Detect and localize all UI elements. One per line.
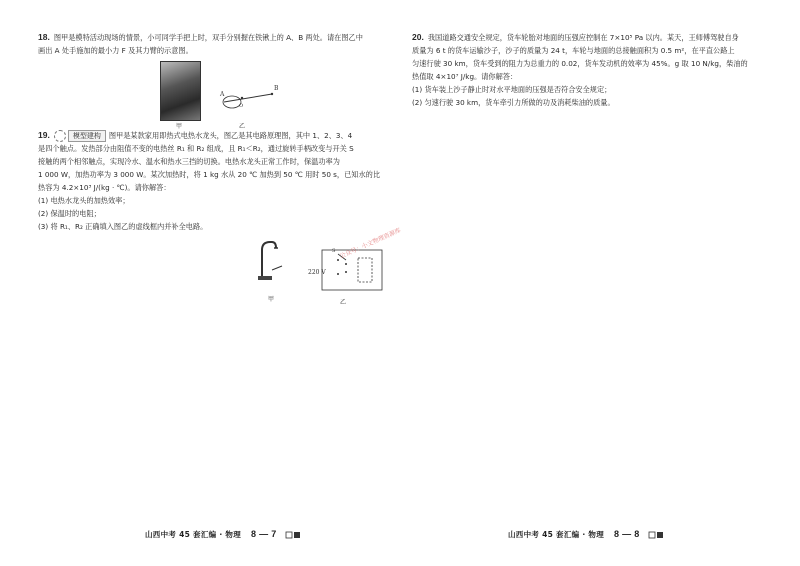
switch-label: S [332, 248, 336, 254]
question-text: 接触的两个相邻触点，实现冷水、温水和热水三挡的切换。电热水龙头正常工作时，保温功率为 [38, 157, 340, 166]
sub-question: (2) 匀速行驶 30 km，货车牵引力所做的功及消耗柴油的质量。 [412, 98, 615, 107]
point-b-label: B [274, 85, 279, 92]
question-18 [38, 31, 388, 57]
question-text: 1 000 W，加热功率为 3 000 W。某次加热时，将 1 kg 水从 20 ℃ 加热到 50 ℃ 用时 50 s，已知水的比 [38, 170, 381, 179]
sub-question: (1) 货车装上沙子静止时对水平地面的压强是否符合安全规定； [412, 85, 612, 94]
question-number: 19. [38, 130, 50, 140]
question-text: 热容为 4.2×10³ J/(kg · ℃)。请你解答： [38, 183, 171, 192]
page-number: 8 — 8 [614, 529, 640, 539]
right-page [400, 0, 800, 566]
question-19 [38, 129, 388, 233]
question-text: 质量为 6 t 的货车运输沙子，沙子的质量为 24 t，车轮与地面的总接触面积为 0.5 m²，在平直公路上 [412, 46, 735, 55]
question-text: 画出 A 处手施加的最小力 F 及其力臂的示意图。 [38, 46, 193, 55]
figure-18-photo [160, 61, 201, 121]
footer-title: 山西中考 45 套汇编 · 物理 [508, 530, 605, 539]
point-o-label: O [239, 103, 244, 109]
figure-18-diagram [212, 80, 292, 124]
watermark: 公众号：小文物理资源库 [338, 226, 402, 261]
shovel-diagram [223, 93, 273, 108]
tag-badge: 模型建构 [68, 130, 106, 142]
question-text: 匀速行驶 30 km，货车受到的阻力为总重力的 0.02，货车发动机的效率为 45%。g 取 10 N/kg，柴油的 [412, 59, 748, 68]
figure-label: 甲 [176, 123, 183, 130]
sub-question: (3) 将 R₁、R₂ 正确填入图乙的虚线框内并补全电路。 [38, 222, 208, 231]
footer-right [508, 529, 664, 540]
question-text: 图甲是模特活动现场的情景，小可同学手把上时，双手分别握在铁锹上的 A、B 两处。请在图乙中 [53, 33, 363, 42]
voltage-label: 220 V [308, 269, 326, 276]
point-a-label: A [220, 91, 225, 98]
sub-question: (1) 电热水龙头的加热效率； [38, 196, 130, 205]
footer-left [145, 529, 301, 540]
question-number: 20. [412, 32, 424, 42]
question-number: 18. [38, 32, 50, 42]
logo-icon [648, 530, 664, 540]
figure-label: 乙 [239, 123, 246, 130]
footer-title: 山西中考 45 套汇编 · 物理 [145, 530, 242, 539]
figure-label: 甲 [268, 296, 275, 303]
sub-question: (2) 保温时的电阻； [38, 209, 101, 218]
page-number: 8 — 7 [251, 529, 277, 539]
model-icon [54, 130, 66, 142]
question-text: 我国道路交通安全规定，货车轮胎对地面的压强应控制在 7×10⁵ Pa 以内。某天，王师傅驾驶自身 [427, 33, 739, 42]
figure-19-faucet [252, 236, 292, 286]
question-text: 图甲是某款家用即热式电热水龙头，图乙是其电路原理图，其中 1、2、3、4 [108, 131, 353, 140]
figure-label: 乙 [340, 299, 347, 306]
question-text: 是四个触点。发热部分由阻值不变的电热丝 R₁ 和 R₂ 组成，且 R₁＜R₂，通过旋转手柄改变与开关 S [38, 144, 354, 153]
question-text: 热值取 4×10⁷ J/kg。请你解答： [412, 72, 518, 81]
question-20 [412, 31, 772, 109]
logo-icon [285, 530, 301, 540]
